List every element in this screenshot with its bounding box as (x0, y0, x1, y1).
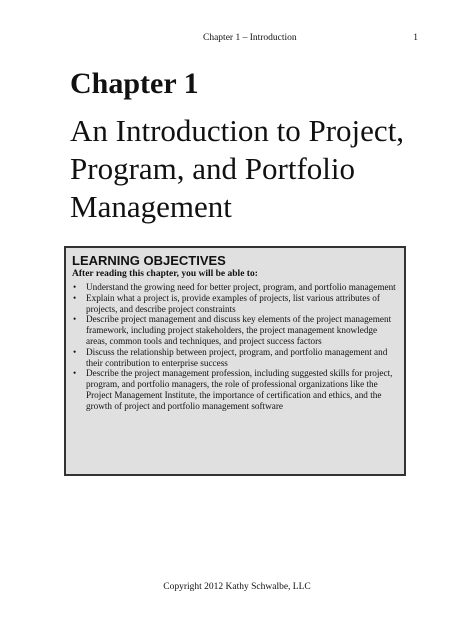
bullet-icon: • (73, 292, 77, 303)
page-header (64, 33, 418, 47)
list-item (72, 314, 398, 346)
chapter-number: Chapter 1 (70, 67, 199, 100)
objective-text: Explain what a project is, provide examples of projects, list various attributes of projects, and describe project constraints (86, 292, 380, 314)
objective-text: Describe the project management profession, including suggested skills for project, program, and portfolio managers, the role of professional organizations like the Project Management Institute, the importance of certification and ethics, and the growth of project and portfolio management software (86, 368, 393, 411)
list-item (72, 282, 398, 293)
list-item (72, 347, 398, 369)
bullet-icon: • (73, 314, 77, 325)
bullet-icon: • (73, 346, 77, 357)
list-item (72, 368, 398, 411)
list-item (72, 293, 398, 315)
running-header-title: Chapter 1 – Introduction (203, 33, 297, 43)
learning-objectives-box (64, 246, 406, 476)
bullet-icon: • (73, 368, 77, 379)
learning-objectives-list (72, 282, 398, 412)
learning-objectives-heading: LEARNING OBJECTIVES (72, 253, 226, 268)
objective-text: Understand the growing need for better project, program, and portfolio management (86, 282, 396, 292)
chapter-title: An Introduction to Project, Program, and Portfolio Management (70, 113, 405, 224)
learning-objectives-intro: After reading this chapter, you will be able to: (72, 269, 258, 279)
bullet-icon: • (73, 282, 77, 292)
objective-text: Discuss the relationship between project, program, and portfolio management and their contribution to enterprise success (86, 346, 388, 368)
page-footer-copyright: Copyright 2012 Kathy Schwalbe, LLC (163, 582, 311, 592)
page-number: 1 (413, 33, 418, 43)
objective-text: Describe project management and discuss key elements of the project management framework, including project stakeholders, the project management knowledge areas, common tools and techniques, and project success factors (86, 314, 392, 346)
